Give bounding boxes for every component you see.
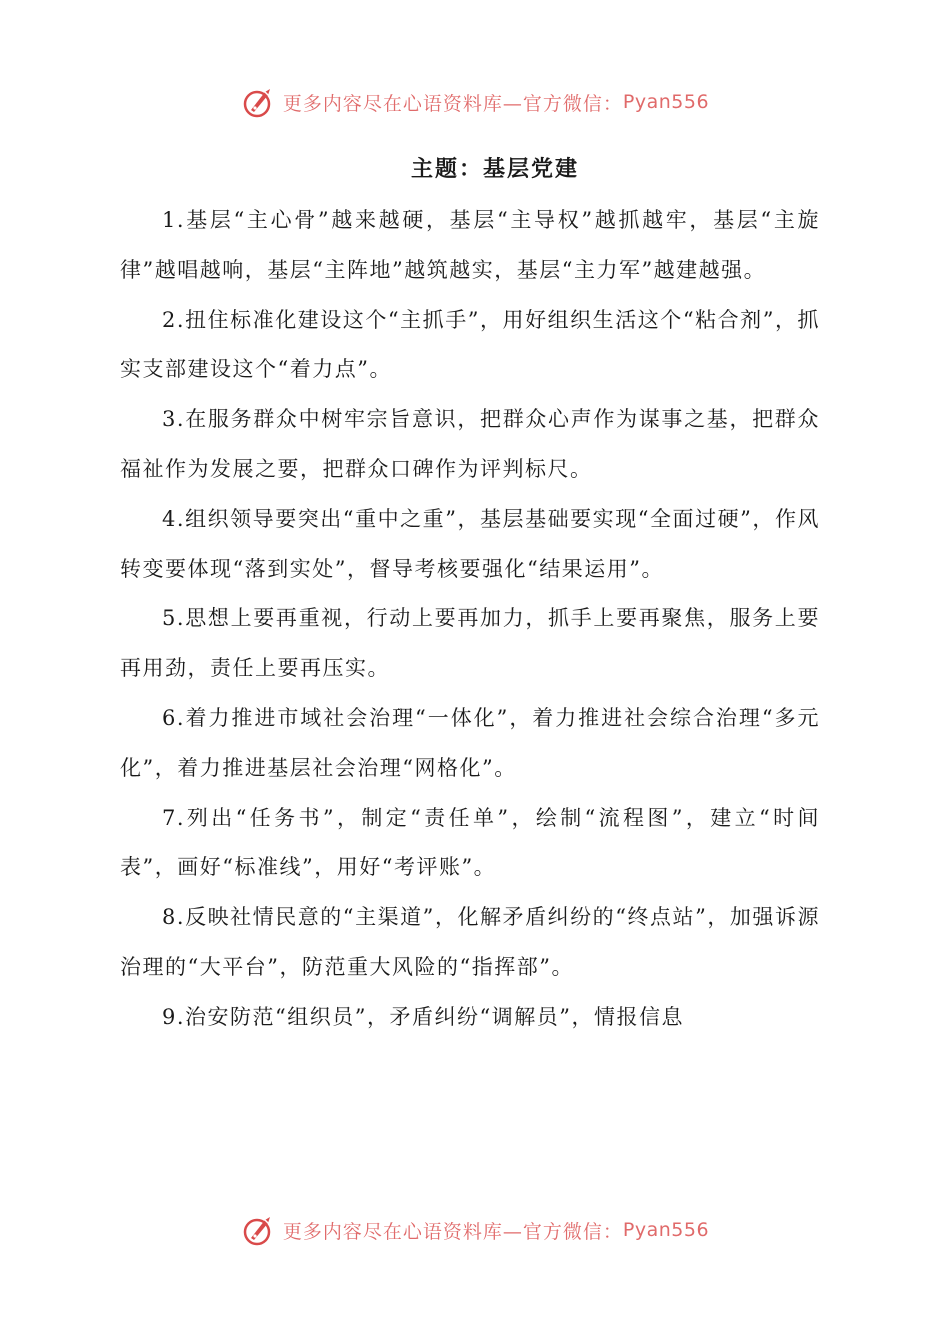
banner-brand-text: 更多内容尽在心语资料库—官方微信： [282, 1220, 623, 1243]
paragraph-2: 2.扭住标准化建设这个“主抓手”，用好组织生活这个“粘合剂”，抓实支部建设这个“着力点”。 [120, 307, 820, 382]
paragraph-7: 7.列出“任务书”，制定“责任单”，绘制“流程图”，建立“时间表”，画好“标准线”，用好“考评账”。 [120, 805, 820, 880]
paragraph-9: 9.治安防范“组织员”，矛盾纠纷“调解员”，情报信息 [162, 1004, 684, 1029]
paragraph-1: 1.基层“主心骨”越来越硬，基层“主导权”越抓越牢，基层“主旋律”越唱越响，基层“主阵地”越筑越实，基层“主力军”越建越强。 [120, 208, 820, 282]
pen-nib-circle-icon [241, 84, 277, 120]
pen-nib-circle-icon [241, 1212, 277, 1248]
paragraph-3: 3.在服务群众中树牢宗旨意识，把群众心声作为谋事之基，把群众福祉作为发展之要，把群众口碑作为评判标尺。 [120, 407, 820, 481]
header-banner [0, 80, 950, 124]
footer-banner [0, 1208, 950, 1252]
banner-brand-text: 更多内容尽在心语资料库—官方微信： [282, 92, 623, 115]
banner-wechat-id: Pyan556 [622, 1219, 710, 1241]
document-body [120, 196, 820, 1043]
banner-wechat-id: Pyan556 [622, 91, 710, 113]
page-title: 主题：基层党建 [410, 156, 579, 182]
paragraph-8: 8.反映社情民意的“主渠道”，化解矛盾纠纷的“终点站”，加强诉源治理的“大平台”，防范重大风险的“指挥部”。 [120, 905, 820, 979]
paragraph-6: 6.着力推进市域社会治理“一体化”，着力推进社会综合治理“多元化”，着力推进基层社会治理“网格化”。 [120, 705, 820, 780]
paragraph-5: 5.思想上要再重视，行动上要再加力，抓手上要再聚焦，服务上要再用劲，责任上要再压实。 [120, 606, 820, 681]
paragraph-4: 4.组织领导要突出“重中之重”，基层基础要实现“全面过硬”，作风转变要体现“落到实处”，督导考核要强化“结果运用”。 [120, 506, 820, 581]
